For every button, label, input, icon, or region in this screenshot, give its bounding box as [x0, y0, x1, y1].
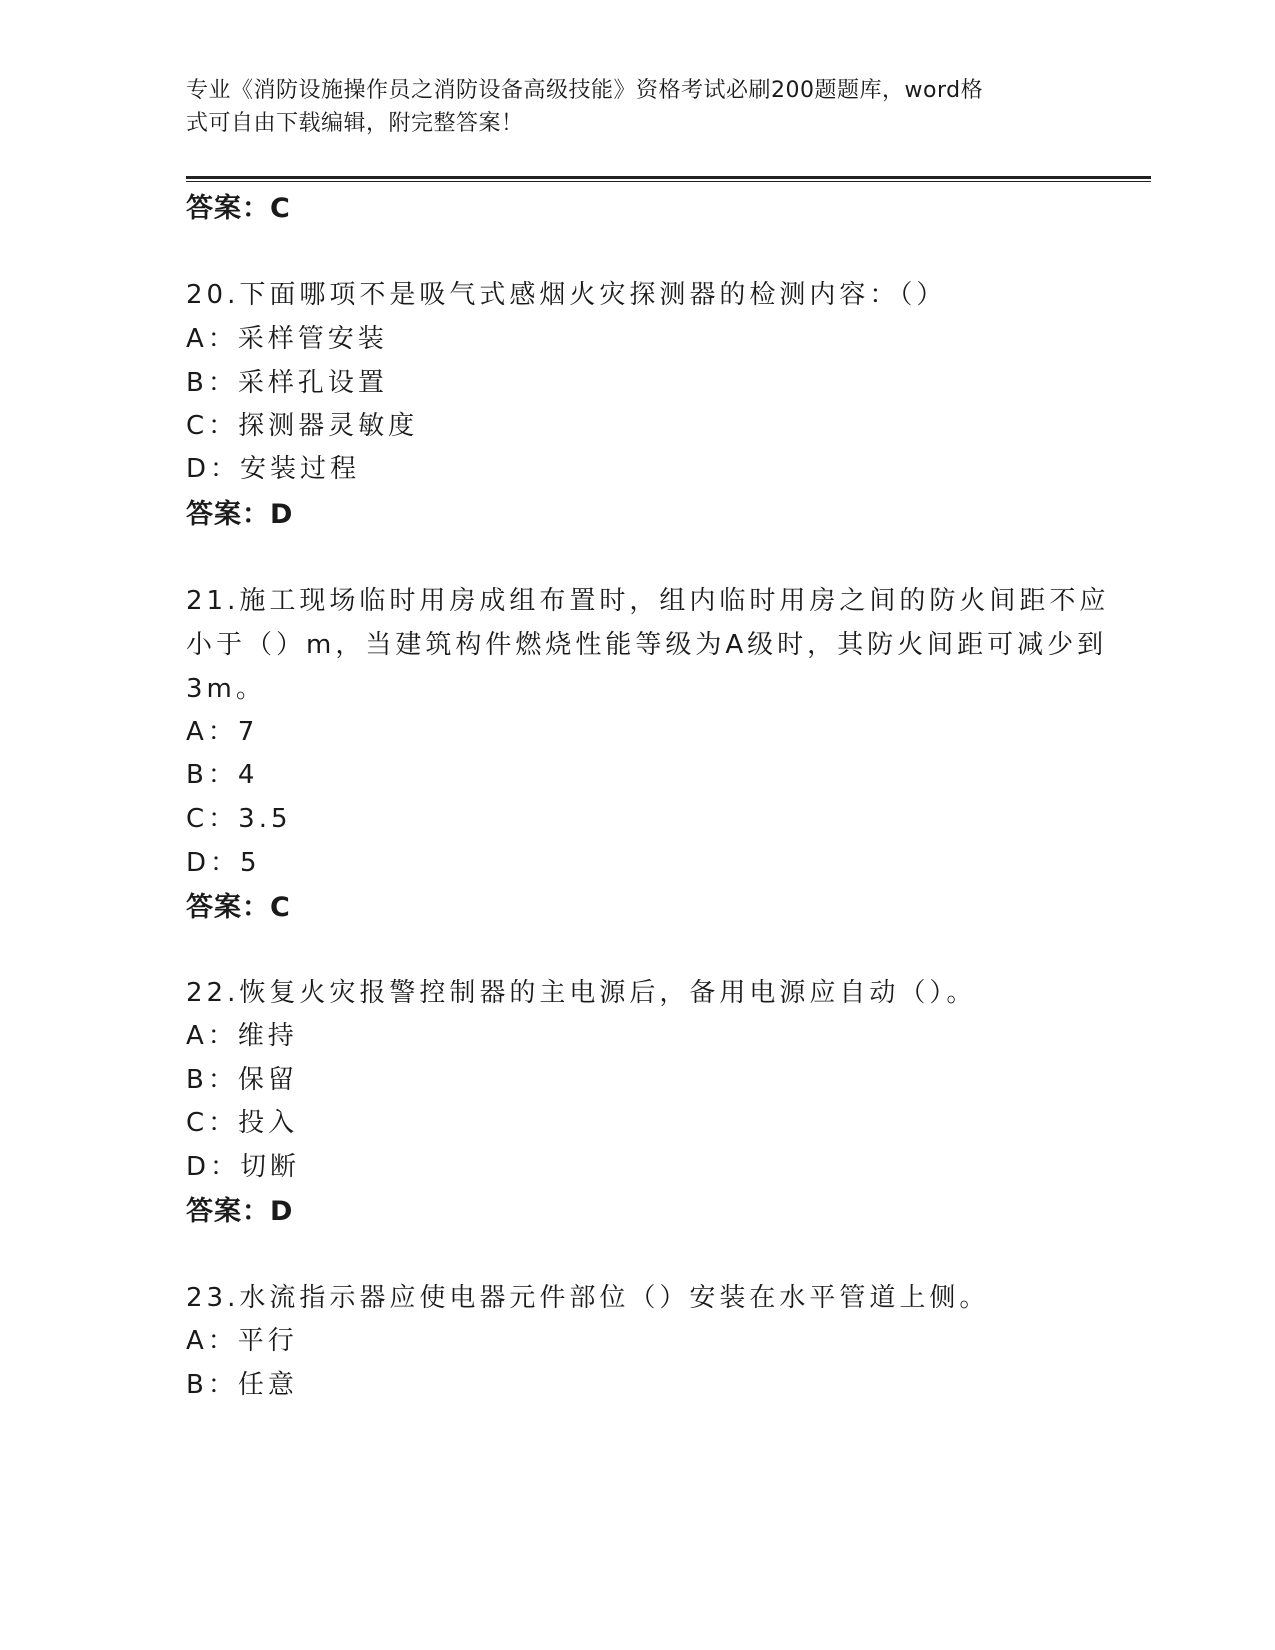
document-header: [186, 74, 1066, 140]
question-21-stem-line-3: 3m。: [186, 674, 266, 704]
question-22-option-b: B：保留: [186, 1065, 298, 1095]
question-23-option-a: A：平行: [186, 1326, 298, 1356]
question-21-option-b: B：4: [186, 760, 259, 790]
question-22-option-a: A：维持: [186, 1021, 298, 1051]
question-23-stem: 23.水流指示器应使电器元件部位（）安装在水平管道上侧。: [186, 1283, 990, 1313]
question-21-option-d: D：5: [186, 848, 261, 878]
question-22-answer: 答案：D: [186, 1196, 294, 1227]
header-line-2: 式可自由下载编辑，附完整答案！: [186, 111, 524, 136]
question-21-stem-line-2: 小于（）m，当建筑构件燃烧性能等级为A级时，其防火间距可减少到: [186, 630, 1108, 660]
question-20-option-a: A：采样管安装: [186, 324, 388, 354]
question-20-answer: 答案：D: [186, 499, 294, 530]
question-21-answer: 答案：C: [186, 892, 291, 923]
header-line-1: 专业《消防设施操作员之消防设备高级技能》资格考试必刷200题题库，word格: [186, 78, 984, 103]
question-21-stem-line-1: 21.施工现场临时用房成组布置时，组内临时用房之间的防火间距不应: [186, 586, 1110, 616]
question-22-option-d: D：切断: [186, 1152, 301, 1182]
question-20-option-c: C：探测器灵敏度: [186, 411, 419, 441]
question-20-stem: 20.下面哪项不是吸气式感烟火灾探测器的检测内容：（）: [186, 280, 947, 310]
question-20-option-b: B：采样孔设置: [186, 368, 388, 398]
question-21-option-a: A：7: [186, 717, 259, 747]
question-21-option-c: C：3.5: [186, 804, 292, 834]
header-divider-thick: [186, 176, 1151, 179]
answer-prev: 答案：C: [186, 193, 291, 224]
header-divider-thin: [186, 181, 1151, 182]
question-22-stem: 22.恢复火灾报警控制器的主电源后，备用电源应自动（）。: [186, 978, 977, 1008]
question-22-option-c: C：投入: [186, 1108, 299, 1138]
question-23-option-b: B：任意: [186, 1370, 298, 1400]
question-20-option-d: D：安装过程: [186, 454, 361, 484]
